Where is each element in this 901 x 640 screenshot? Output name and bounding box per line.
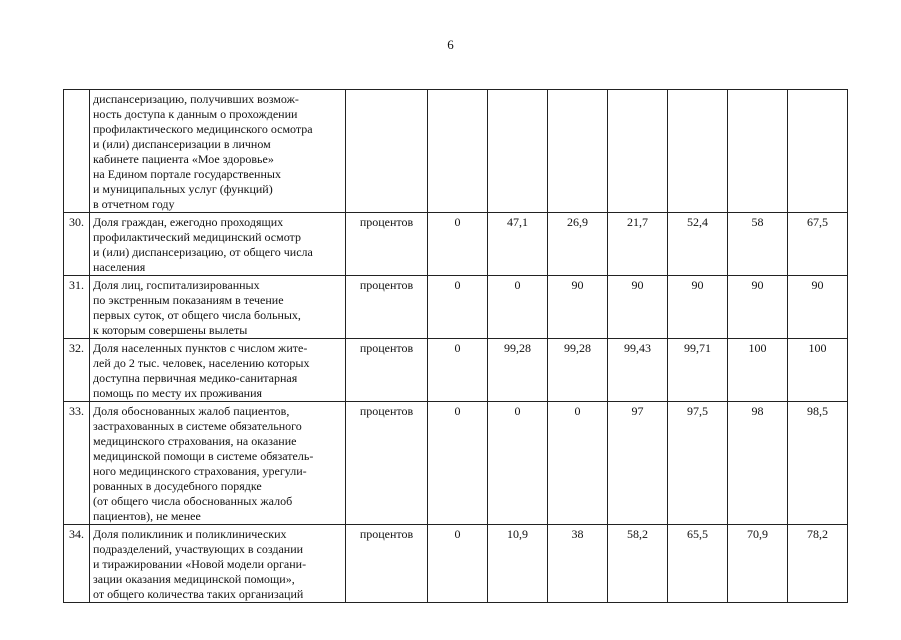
value-cell: 100 bbox=[728, 339, 788, 402]
indicators-table bbox=[63, 89, 848, 603]
value-cell: 99,28 bbox=[488, 339, 548, 402]
value-cell: 97 bbox=[608, 402, 668, 525]
indicator-name-line: первых суток, от общего числа больных, bbox=[93, 308, 301, 322]
value-cell: 97,5 bbox=[668, 402, 728, 525]
table-row bbox=[64, 339, 848, 402]
indicator-name-line: ность доступа к данным о прохождении bbox=[93, 107, 298, 121]
value-cell: 98,5 bbox=[788, 402, 848, 525]
value-cell bbox=[668, 90, 728, 213]
indicator-name-line: Доля поликлиник и поликлинических bbox=[93, 527, 287, 541]
indicator-name-line: в отчетном году bbox=[93, 197, 175, 211]
value-cell: 90 bbox=[608, 276, 668, 339]
indicator-name bbox=[90, 402, 346, 525]
row-number: 32. bbox=[64, 339, 90, 402]
indicator-name-line: на Едином портале государственных bbox=[93, 167, 281, 181]
indicator-name-line: ного медицинского страхования, урегули- bbox=[93, 464, 307, 478]
indicator-name-line: лей до 2 тыс. человек, населению которых bbox=[93, 356, 310, 370]
value-cell: 52,4 bbox=[668, 213, 728, 276]
indicator-name-line: к которым совершены вылеты bbox=[93, 323, 248, 337]
value-cell: 99,43 bbox=[608, 339, 668, 402]
table-row bbox=[64, 213, 848, 276]
indicator-name-line: и муниципальных услуг (функций) bbox=[93, 182, 273, 196]
unit-cell: процентов bbox=[346, 276, 428, 339]
unit-cell: процентов bbox=[346, 213, 428, 276]
table-row bbox=[64, 276, 848, 339]
value-cell: 0 bbox=[428, 213, 488, 276]
indicator-name-line: профилактический медицинский осмотр bbox=[93, 230, 301, 244]
value-cell: 70,9 bbox=[728, 525, 788, 603]
value-cell: 38 bbox=[548, 525, 608, 603]
indicator-name-line: доступна первичная медико-санитарная bbox=[93, 371, 298, 385]
value-cell bbox=[488, 90, 548, 213]
value-cell: 0 bbox=[548, 402, 608, 525]
indicator-name-line: кабинете пациента «Мое здоровье» bbox=[93, 152, 274, 166]
value-cell: 0 bbox=[488, 276, 548, 339]
value-cell: 99,28 bbox=[548, 339, 608, 402]
indicator-name-line: населения bbox=[93, 260, 146, 274]
value-cell: 0 bbox=[428, 402, 488, 525]
indicator-name bbox=[90, 525, 346, 603]
value-cell: 0 bbox=[488, 402, 548, 525]
value-cell: 47,1 bbox=[488, 213, 548, 276]
indicator-name bbox=[90, 90, 346, 213]
value-cell: 0 bbox=[428, 339, 488, 402]
indicator-name-line: и тиражировании «Новой модели органи- bbox=[93, 557, 307, 571]
indicator-name-line: Доля лиц, госпитализированных bbox=[93, 278, 260, 292]
row-number: 34. bbox=[64, 525, 90, 603]
value-cell: 0 bbox=[428, 276, 488, 339]
value-cell: 98 bbox=[728, 402, 788, 525]
value-cell: 65,5 bbox=[668, 525, 728, 603]
indicator-name bbox=[90, 213, 346, 276]
indicator-name-line: помощь по месту их проживания bbox=[93, 386, 263, 400]
indicator-name-line: и (или) диспансеризацию, от общего числа bbox=[93, 245, 313, 259]
value-cell bbox=[548, 90, 608, 213]
value-cell: 0 bbox=[428, 525, 488, 603]
value-cell: 90 bbox=[728, 276, 788, 339]
unit-cell: процентов bbox=[346, 402, 428, 525]
value-cell: 100 bbox=[788, 339, 848, 402]
value-cell: 90 bbox=[788, 276, 848, 339]
value-cell: 58,2 bbox=[608, 525, 668, 603]
value-cell: 99,71 bbox=[668, 339, 728, 402]
unit-cell: процентов bbox=[346, 339, 428, 402]
unit-cell bbox=[346, 90, 428, 213]
row-number: 33. bbox=[64, 402, 90, 525]
table-row bbox=[64, 90, 848, 213]
indicator-name-line: застрахованных в системе обязательного bbox=[93, 419, 302, 433]
value-cell bbox=[728, 90, 788, 213]
row-number bbox=[64, 90, 90, 213]
table-row bbox=[64, 402, 848, 525]
row-number: 30. bbox=[64, 213, 90, 276]
indicator-name bbox=[90, 339, 346, 402]
value-cell: 78,2 bbox=[788, 525, 848, 603]
indicator-name-line: пациентов), не менее bbox=[93, 509, 201, 523]
value-cell: 10,9 bbox=[488, 525, 548, 603]
indicator-name-line: зации оказания медицинской помощи», bbox=[93, 572, 295, 586]
indicator-name-line: диспансеризацию, получивших возмож- bbox=[93, 92, 299, 106]
table-body bbox=[64, 90, 848, 603]
value-cell: 26,9 bbox=[548, 213, 608, 276]
value-cell: 90 bbox=[668, 276, 728, 339]
indicator-name-line: медицинского страхования, на оказание bbox=[93, 434, 297, 448]
indicator-name-line: медицинской помощи в системе обязатель- bbox=[93, 449, 314, 463]
value-cell: 90 bbox=[548, 276, 608, 339]
value-cell: 21,7 bbox=[608, 213, 668, 276]
indicator-name-line: от общего количества таких организаций bbox=[93, 587, 304, 601]
indicator-name-line: Доля населенных пунктов с числом жите- bbox=[93, 341, 308, 355]
unit-cell: процентов bbox=[346, 525, 428, 603]
row-number: 31. bbox=[64, 276, 90, 339]
indicator-name bbox=[90, 276, 346, 339]
indicator-name-line: Доля граждан, ежегодно проходящих bbox=[93, 215, 284, 229]
value-cell: 67,5 bbox=[788, 213, 848, 276]
indicator-name-line: подразделений, участвующих в создании bbox=[93, 542, 304, 556]
table-row bbox=[64, 525, 848, 603]
indicator-name-line: по экстренным показаниям в течение bbox=[93, 293, 284, 307]
indicator-name-line: профилактического медицинского осмотра bbox=[93, 122, 313, 136]
indicator-name-line: Доля обоснованных жалоб пациентов, bbox=[93, 404, 290, 418]
value-cell bbox=[428, 90, 488, 213]
indicator-name-line: рованных в досудебного порядке bbox=[93, 479, 262, 493]
indicator-name-line: и (или) диспансеризации в личном bbox=[93, 137, 271, 151]
value-cell bbox=[608, 90, 668, 213]
value-cell: 58 bbox=[728, 213, 788, 276]
indicator-name-line: (от общего числа обоснованных жалоб bbox=[93, 494, 293, 508]
value-cell bbox=[788, 90, 848, 213]
page-number: 6 bbox=[447, 37, 454, 52]
